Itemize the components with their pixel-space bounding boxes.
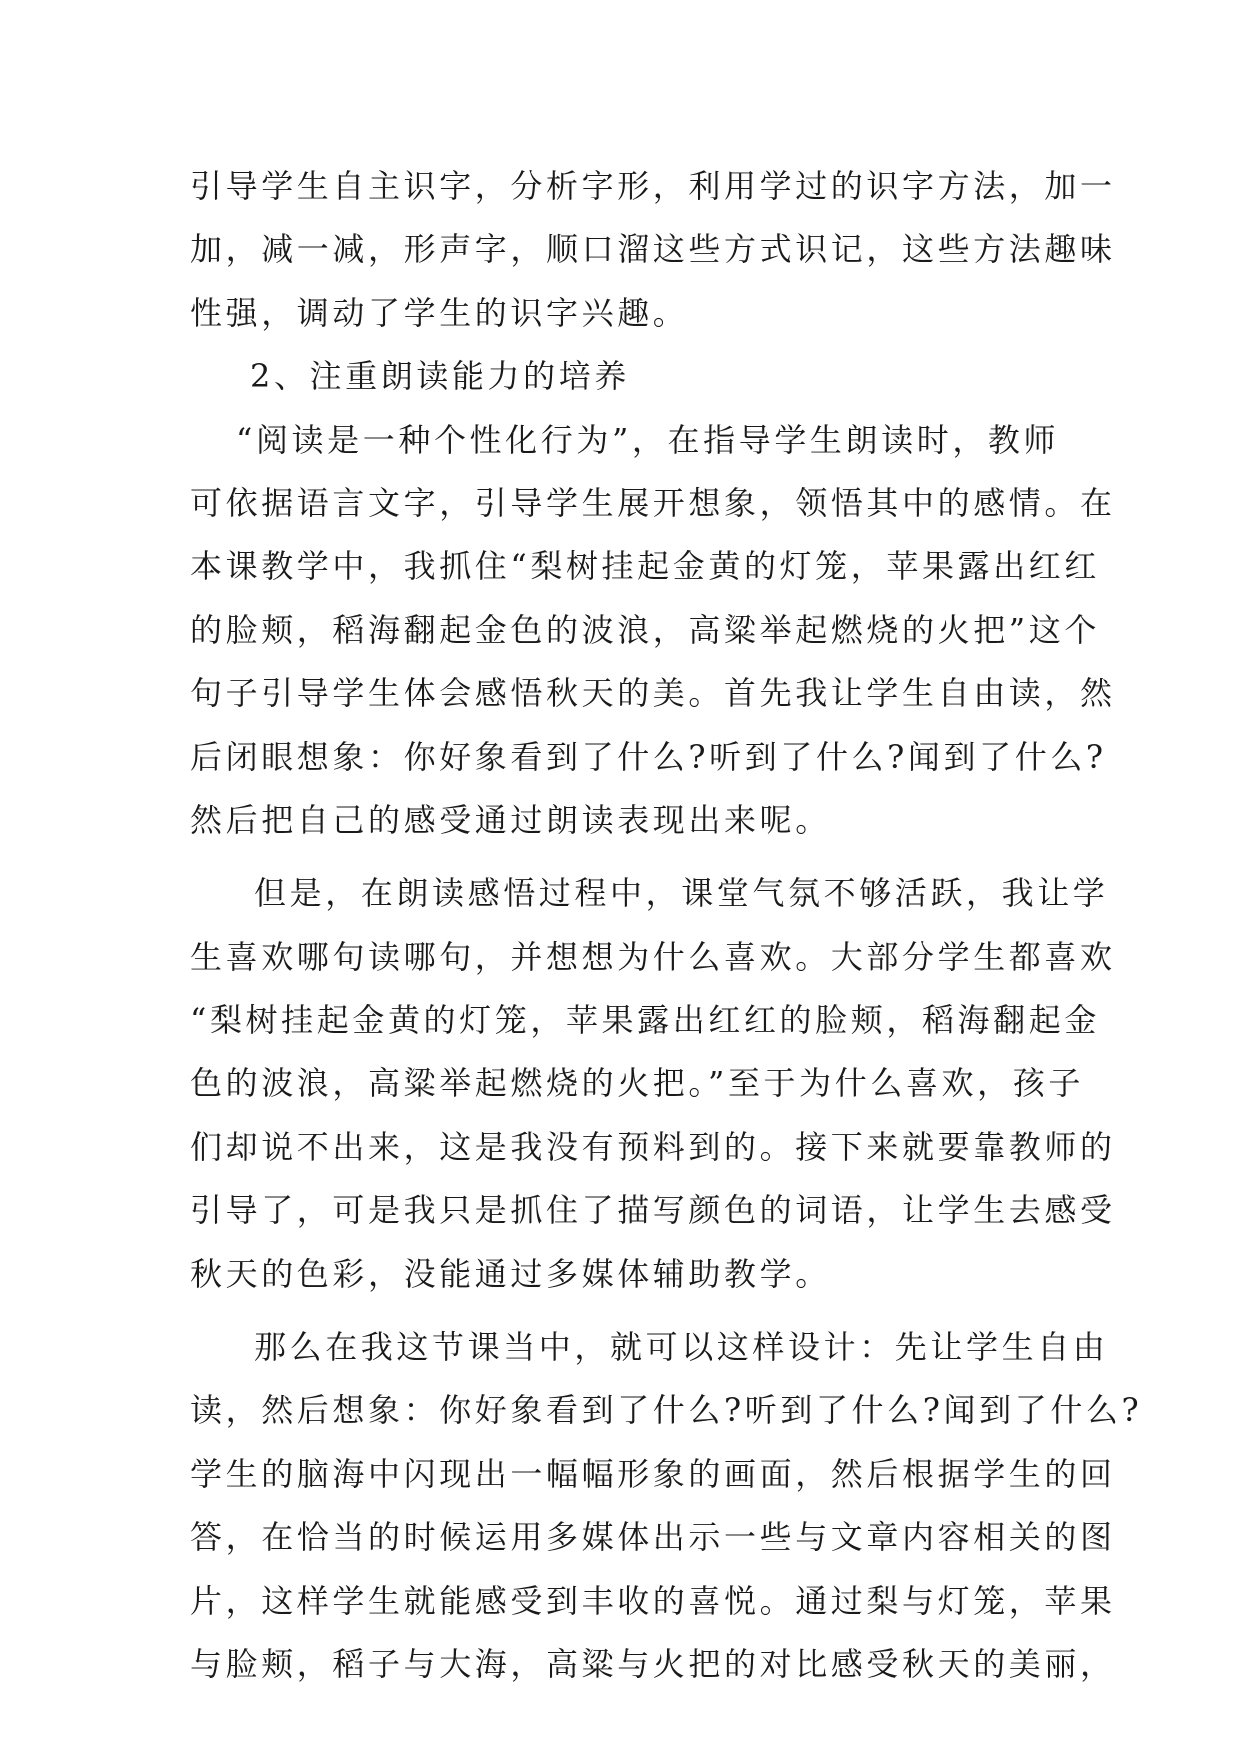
document-page	[190, 155, 1143, 1696]
paragraph-line: 本课教学中，我抓住“梨树挂起金黄的灯笼，苹果露出红红	[190, 547, 1100, 586]
section-heading: 2、注重朗读能力的培养	[250, 357, 630, 396]
paragraph-line: 学生的脑海中闪现出一幅幅形象的画面，然后根据学生的回	[190, 1454, 1116, 1493]
paragraph-line: 生喜欢哪句读哪句，并想想为什么喜欢。大部分学生都喜欢	[190, 937, 1116, 976]
paragraph-line: 秋天的色彩，没能通过多媒体辅助教学。	[190, 1254, 831, 1293]
paragraph-line: 然后把自己的感受通过朗读表现出来呢。	[190, 800, 831, 839]
paragraph-line: “梨树挂起金黄的灯笼，苹果露出红红的脸颊，稻海翻起金	[190, 1001, 1100, 1040]
paragraph-line: 答，在恰当的时候运用多媒体出示一些与文章内容相关的图	[190, 1518, 1116, 1557]
paragraph-line: 但是，在朗读感悟过程中，课堂气氛不够活跃，我让学	[254, 874, 1109, 913]
paragraph-line: 可依据语言文字，引导学生展开想象，领悟其中的感情。在	[190, 483, 1116, 522]
paragraph-line: 引导学生自主识字，分析字形，利用学过的识字方法，加一	[190, 167, 1116, 205]
paragraph-line: 色的波浪，高粱举起燃烧的火把。”至于为什么喜欢，孩子	[190, 1064, 1084, 1103]
paragraph-line: 句子引导学生体会感悟秋天的美。首先我让学生自由读，然	[190, 674, 1116, 713]
paragraph-line: 那么在我这节课当中，就可以这样设计：先让学生自由	[254, 1328, 1109, 1367]
paragraph-line: 加，减一减，形声字，顺口溜这些方式识记，这些方法趣味	[190, 230, 1116, 269]
paragraph-line: 性强，调动了学生的识字兴趣。	[190, 293, 689, 332]
paragraph-line: 读，然后想象：你好象看到了什么?听到了什么?闻到了什么?	[190, 1391, 1143, 1430]
paragraph-line: “阅读是一种个性化行为”，在指导学生朗读时，教师	[236, 420, 1060, 459]
paragraph-line: 的脸颊，稻海翻起金色的波浪，高粱举起燃烧的火把”这个	[190, 610, 1100, 649]
paragraph-line: 后闭眼想象：你好象看到了什么?听到了什么?闻到了什么?	[190, 737, 1107, 776]
paragraph-line: 引导了，可是我只是抓住了描写颜色的词语，让学生去感受	[190, 1191, 1116, 1230]
paragraph-line: 们却说不出来，这是我没有预料到的。接下来就要靠教师的	[190, 1127, 1116, 1166]
paragraph-line: 与脸颊，稻子与大海，高粱与火把的对比感受秋天的美丽，	[190, 1644, 1116, 1683]
paragraph-line: 片，这样学生就能感受到丰收的喜悦。通过梨与灯笼，苹果	[190, 1581, 1116, 1620]
